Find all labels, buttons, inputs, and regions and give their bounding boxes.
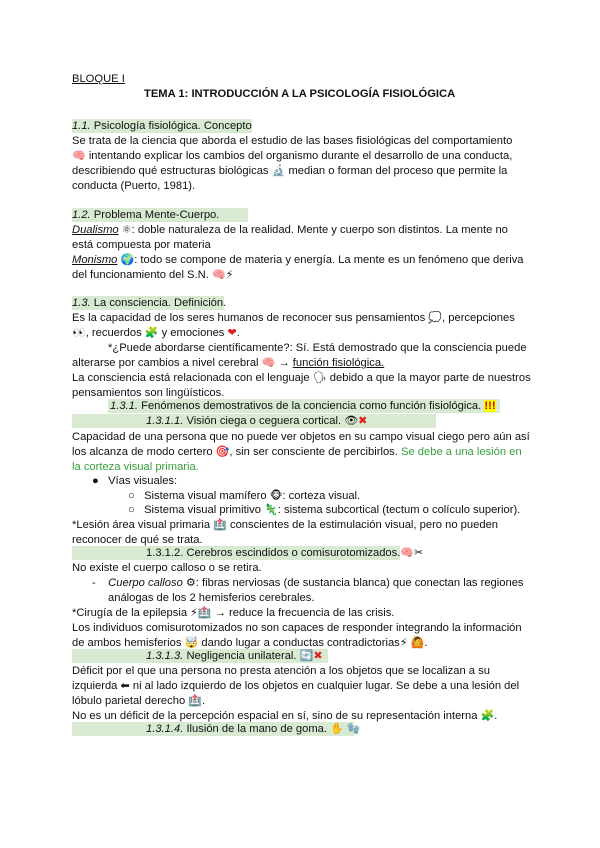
split-icon: ⚛: [121, 223, 132, 236]
bloque-label: BLOQUE I: [72, 73, 125, 85]
paragraph-line: reconocer de qué se trata.: [72, 534, 203, 546]
puzzle-icon: 🧩: [480, 709, 495, 722]
paragraph-line: Es la capacidad de los seres humanos de reconocer sus pensamientos 💭, percepciones: [72, 311, 515, 324]
paragraph-line: *Cirugía de la epilepsia ⚡🏥 → reduce la frecuencia de las crisis.: [72, 606, 395, 619]
paragraph-line: lóbulo parietal derecho 🏥.: [72, 694, 206, 707]
arrows-icon: 🔄: [299, 649, 314, 662]
paragraph-line: Se trata de la ciencia que aborda el estudio de las bases fisiológicas del comportamiento: [72, 135, 513, 147]
paragraph-line: No existe el cuerpo calloso o se retira.: [72, 562, 262, 574]
brain-icon: 🧠: [400, 546, 415, 559]
cross-icon: ✖: [313, 649, 323, 662]
section-heading-1-3-1-2: 1.3.1.2. Cerebros escindidos o comisurotomizados.🧠✂: [146, 546, 424, 559]
paragraph-line: Dualismo ⚛: doble naturaleza de la realidad. Mente y cuerpo son distintos. La mente no: [72, 223, 508, 236]
paragraph-line: la corteza visual primaria.: [72, 461, 199, 473]
bullet-item: ● Vías visuales:: [92, 475, 178, 487]
heart-icon: ❤: [227, 326, 237, 339]
monkey-icon: 🐵: [269, 489, 283, 502]
building-icon: 🏥: [197, 606, 212, 619]
term-monismo: Monismo: [72, 254, 118, 266]
section-heading-1-1: [72, 119, 252, 133]
paragraph-line: *Lesión área visual primaria 🏥 conscientes de la estimulación visual, pero no pueden: [72, 518, 499, 531]
eyes-icon: 👀: [72, 326, 86, 339]
lightning-icon: ⚡: [399, 636, 408, 649]
section-heading-1-3-1: 1.3.1. Fenómenos demostrativos de la conciencia como función fisiológica. !!!: [110, 400, 496, 412]
building-icon: 🏥: [213, 518, 227, 531]
person-icon: 🙆: [410, 636, 425, 649]
brain-icon: 🧠: [72, 149, 86, 162]
paragraph-line: Monismo 🌍: todo se compone de materia y energía. La mente es un fenómeno que deriva: [72, 253, 524, 266]
brain-icon: 🧠⚡: [211, 268, 234, 281]
dash-item: - Cuerpo calloso ⚙: fibras nerviosas (de sustancia blanca) que conectan las regiones: [92, 576, 524, 589]
page-title: TEMA 1: INTRODUCCIÓN A LA PSICOLOGÍA FISIOLÓGICA: [144, 88, 456, 100]
paragraph-line: La consciencia está relacionada con el lenguaje 🗣 debido a que la mayor parte de nuestros: [72, 371, 531, 384]
cross-icon: ✖: [358, 414, 368, 427]
paragraph-line: 🧠 intentando explicar los cambios del organismo durante el desarrollo de una conducta,: [72, 149, 513, 162]
section-title: Psicología fisiológica. Concepto: [93, 120, 252, 132]
exploding-head-icon: 🤯: [184, 636, 199, 649]
paragraph-line: de ambos hemisferios 🤯 dando lugar a conductas contradictorias⚡ 🙆.: [72, 636, 428, 649]
section-number: 1.1.: [72, 120, 91, 132]
microscope-icon: 🔬: [271, 164, 286, 177]
paragraph-line: 👀, recuerdos 🧩 y emociones ❤.: [72, 326, 240, 339]
lizard-icon: 🦎: [264, 503, 278, 516]
brain-icon: 🧠: [261, 356, 276, 369]
paragraph-line: alterarse por cambios a nivel cerebral 🧠 → función fisiológica.: [72, 356, 385, 369]
lightning-icon: ⚡: [190, 606, 198, 619]
term-dualismo: Dualismo: [72, 224, 119, 236]
scissors-icon: ✂: [414, 546, 424, 559]
building-icon: 🏥: [188, 694, 203, 707]
fibers-icon: ⚙: [185, 576, 196, 589]
sub-bullet-item: ○ Sistema visual primitivo 🦎: sistema subcortical (tectum o colículo superior).: [128, 503, 521, 516]
globe-icon: 🌍: [120, 253, 135, 266]
puzzle-icon: 🧩: [144, 326, 159, 339]
paragraph-line: conducta (Puerto, 1981).: [72, 180, 196, 192]
paragraph-line: No es un déficit de la percepción espacial en sí, sino de su representación interna 🧩.: [72, 709, 498, 722]
paragraph-line: izquierda ⬅ ni al lado izquierdo de los objetos en cualquier lugar. Se debe a una lesión del: [72, 679, 520, 692]
paragraph-line: Los individuos comisurotomizados no son capaces de responder integrando la información: [72, 622, 522, 634]
sub-bullet-item: ○ Sistema visual mamífero 🐵: corteza visual.: [128, 489, 361, 502]
paragraph-line: *¿Puede abordarse científicamente?: Sí. Está demostrado que la consciencia puede: [108, 342, 527, 354]
paragraph-line: Déficit por el que una persona no presta atención a los objetos que se localizan a su: [72, 665, 490, 677]
paragraph-line: los alcanza de modo certero 🎯, sin ser consciente de percibirlos. Se debe a una lesión en: [72, 445, 522, 458]
paragraph-line: del funcionamiento del S.N. 🧠⚡: [72, 268, 234, 281]
section-heading-1-3-1-3: 1.3.1.3. Negligencia unilateral. 🔄✖: [146, 649, 323, 662]
eye-icon: 👁: [344, 414, 359, 427]
section-heading-1-3-1-1: 1.3.1.1. Visión ciega o ceguera cortical. 👁✖: [146, 414, 368, 427]
paragraph-line: describiendo qué estructuras biológicas 🔬 median o forman del proceso que permite la: [72, 164, 508, 177]
paragraph-line: análogas de los 2 hemisferios cerebrales.: [108, 592, 315, 604]
target-icon: 🎯: [215, 445, 230, 458]
paragraph-line: pensamientos son lingüísticos.: [72, 387, 225, 399]
glove-icon: 🧤: [346, 722, 361, 735]
left-arrow-icon: ⬅: [120, 679, 130, 692]
section-heading-1-2: 1.2. Problema Mente-Cuerpo.: [72, 209, 220, 221]
paragraph-line: Capacidad de una persona que no puede ver objetos en su campo visual ciego pero aún así: [72, 431, 530, 443]
section-heading-1-3: 1.3. La consciencia. Definición.: [72, 297, 227, 309]
thought-bubble-icon: 💭: [428, 311, 443, 324]
speech-icon: 🗣: [312, 371, 327, 384]
paragraph-line: está compuesta por materia: [72, 239, 211, 251]
hand-icon: ✋: [330, 722, 344, 735]
section-heading-1-3-1-4: 1.3.1.4. Ilusión de la mano de goma. ✋ 🧤: [146, 722, 361, 735]
